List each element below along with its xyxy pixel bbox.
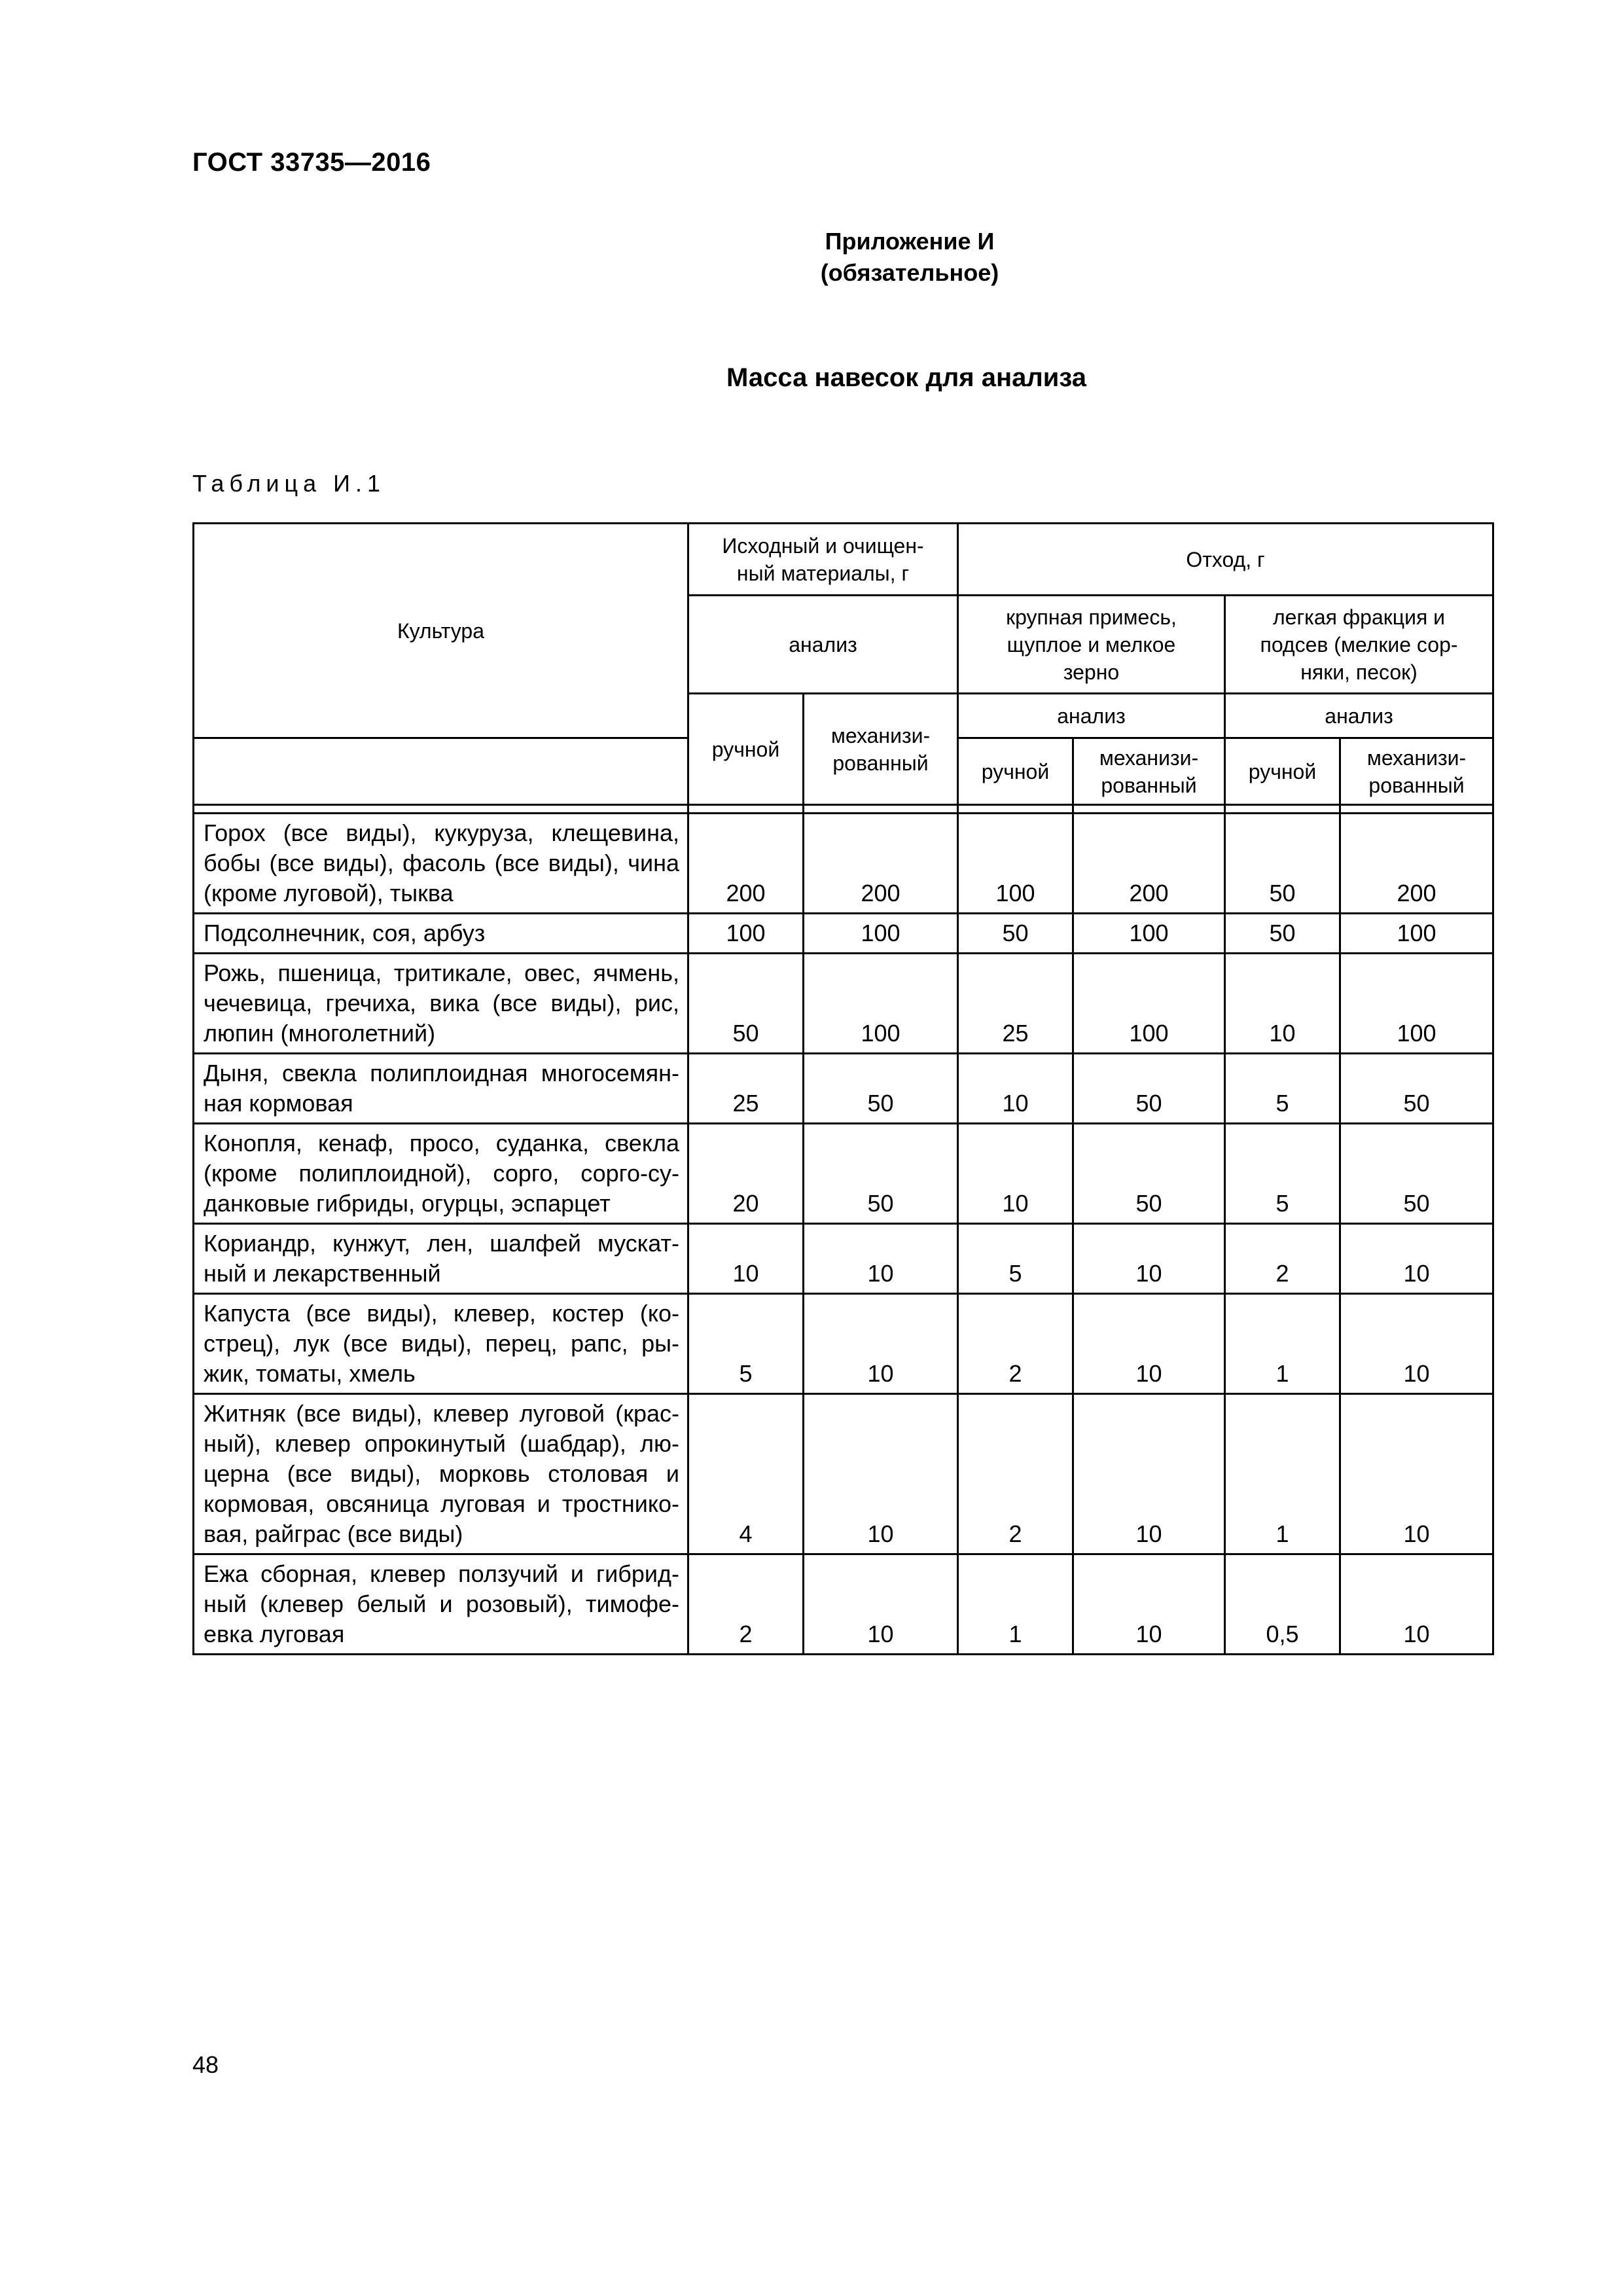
header-mechanized-initial: механизи-рованный — [804, 694, 958, 805]
appendix-status: (обязательное) — [820, 259, 999, 286]
value-cell: 10 — [1073, 1394, 1225, 1554]
value-cell: 10 — [1073, 1554, 1225, 1655]
value-cell: 100 — [804, 954, 958, 1054]
header-light-fraction: легкая фракция и подсев (мелкие сор-няки, песок) — [1225, 596, 1493, 694]
value-cell: 10 — [958, 1124, 1073, 1224]
header-manual-coarse: ручной — [958, 738, 1073, 805]
value-cell: 5 — [688, 1294, 804, 1394]
crop-cell: Житняк (все виды), клевер луговой (крас-ный), клевер опрокинутый (шабдар), лю-церна (все виды), морковь столовая и кормовая, овсяница луговая и тростнико-вая, райграс (все виды) — [194, 1394, 688, 1554]
value-cell: 100 — [1073, 914, 1225, 954]
value-cell: 10 — [804, 1554, 958, 1655]
value-cell: 50 — [1340, 1124, 1493, 1224]
value-cell: 4 — [688, 1394, 804, 1554]
crop-cell: Рожь, пшеница, тритикале, овес, ячмень, чечевица, гречиха, вика (все виды), рис, люпин (многолетний) — [194, 954, 688, 1054]
value-cell: 10 — [1073, 1294, 1225, 1394]
value-cell: 10 — [1340, 1554, 1493, 1655]
value-cell: 10 — [1340, 1394, 1493, 1554]
page-title — [0, 363, 1623, 393]
value-cell: 200 — [1073, 814, 1225, 914]
table-row — [194, 1394, 1493, 1554]
header-manual-light: ручной — [1225, 738, 1340, 805]
value-cell: 2 — [688, 1554, 804, 1655]
value-cell: 100 — [1073, 954, 1225, 1054]
table-row — [194, 1124, 1493, 1224]
value-cell: 50 — [1073, 1124, 1225, 1224]
value-cell: 5 — [958, 1224, 1073, 1294]
header-analysis-coarse: анализ — [958, 694, 1225, 738]
header-crop: Культура — [194, 524, 688, 738]
crop-cell: Ежа сборная, клевер ползучий и гибрид-ный (клевер белый и розовый), тимофе-евка луговая — [194, 1554, 688, 1655]
value-cell: 1 — [1225, 1294, 1340, 1394]
value-cell: 50 — [1225, 814, 1340, 914]
value-cell: 10 — [1340, 1224, 1493, 1294]
table-row — [194, 1054, 1493, 1124]
table-row — [194, 1554, 1493, 1655]
header-coarse-impurity: крупная примесь, щуплое и мелкое зерно — [958, 596, 1225, 694]
header-mechanized-light: механизи-рованный — [1340, 738, 1493, 805]
crop-cell: Конопля, кенаф, просо, суданка, свекла (кроме полиплоидной), сорго, сорго-су-данковые гибриды, огурцы, эспарцет — [194, 1124, 688, 1224]
value-cell: 50 — [804, 1124, 958, 1224]
value-cell: 50 — [1073, 1054, 1225, 1124]
crop-cell: Кориандр, кунжут, лен, шалфей мускат-ный и лекарственный — [194, 1224, 688, 1294]
header-waste: Отход, г — [958, 524, 1493, 596]
table-header — [194, 524, 1493, 814]
value-cell: 2 — [958, 1394, 1073, 1554]
value-cell: 2 — [1225, 1224, 1340, 1294]
value-cell: 25 — [958, 954, 1073, 1054]
value-cell: 100 — [1340, 914, 1493, 954]
value-cell: 20 — [688, 1124, 804, 1224]
appendix-heading — [0, 226, 1623, 289]
value-cell: 5 — [1225, 1124, 1340, 1224]
table-row — [194, 914, 1493, 954]
table-row — [194, 1294, 1493, 1394]
table-row — [194, 954, 1493, 1054]
appendix-name: Приложение И — [825, 228, 995, 255]
value-cell: 10 — [1073, 1224, 1225, 1294]
value-cell: 200 — [804, 814, 958, 914]
value-cell: 0,5 — [1225, 1554, 1340, 1655]
value-cell: 1 — [1225, 1394, 1340, 1554]
value-cell: 100 — [688, 914, 804, 954]
value-cell: 200 — [688, 814, 804, 914]
header-manual-initial: ручной — [688, 694, 804, 805]
sample-mass-table — [192, 522, 1494, 1655]
value-cell: 10 — [804, 1294, 958, 1394]
value-cell: 200 — [1340, 814, 1493, 914]
header-initial-material: Исходный и очищен-ный материалы, г — [688, 524, 958, 596]
page-title-text: Масса навесок для анализа — [726, 363, 1086, 392]
value-cell: 50 — [804, 1054, 958, 1124]
value-cell: 100 — [958, 814, 1073, 914]
crop-cell: Капуста (все виды), клевер, костер (ко-стрец), лук (все виды), перец, рапс, ры-жик, томаты, хмель — [194, 1294, 688, 1394]
value-cell: 25 — [688, 1054, 804, 1124]
value-cell: 100 — [1340, 954, 1493, 1054]
header-mechanized-coarse: механизи-рованный — [1073, 738, 1225, 805]
table-body — [194, 814, 1493, 1655]
header-analysis-initial: анализ — [688, 596, 958, 694]
value-cell: 50 — [1225, 914, 1340, 954]
value-cell: 10 — [804, 1224, 958, 1294]
page-number: 48 — [192, 2051, 219, 2078]
value-cell: 10 — [1340, 1294, 1493, 1394]
value-cell: 2 — [958, 1294, 1073, 1394]
header-crop-spacer — [194, 738, 688, 805]
value-cell: 10 — [688, 1224, 804, 1294]
value-cell: 50 — [958, 914, 1073, 954]
table-caption: Таблица И.1 — [192, 470, 386, 497]
crop-cell: Подсолнечник, соя, арбуз — [194, 914, 688, 954]
table-row — [194, 814, 1493, 914]
crop-cell: Дыня, свекла полиплоидная многосемян-ная кормовая — [194, 1054, 688, 1124]
header-analysis-light: анализ — [1225, 694, 1493, 738]
value-cell: 10 — [958, 1054, 1073, 1124]
value-cell: 10 — [804, 1394, 958, 1554]
value-cell: 5 — [1225, 1054, 1340, 1124]
value-cell: 10 — [1225, 954, 1340, 1054]
value-cell: 50 — [1340, 1054, 1493, 1124]
document-header: ГОСТ 33735—2016 — [192, 148, 431, 177]
header-separator — [194, 805, 1493, 814]
value-cell: 50 — [688, 954, 804, 1054]
crop-cell: Горох (все виды), кукуруза, клещевина, бобы (все виды), фасоль (все виды), чина (кроме луговой), тыква — [194, 814, 688, 914]
table-row — [194, 1224, 1493, 1294]
value-cell: 100 — [804, 914, 958, 954]
value-cell: 1 — [958, 1554, 1073, 1655]
